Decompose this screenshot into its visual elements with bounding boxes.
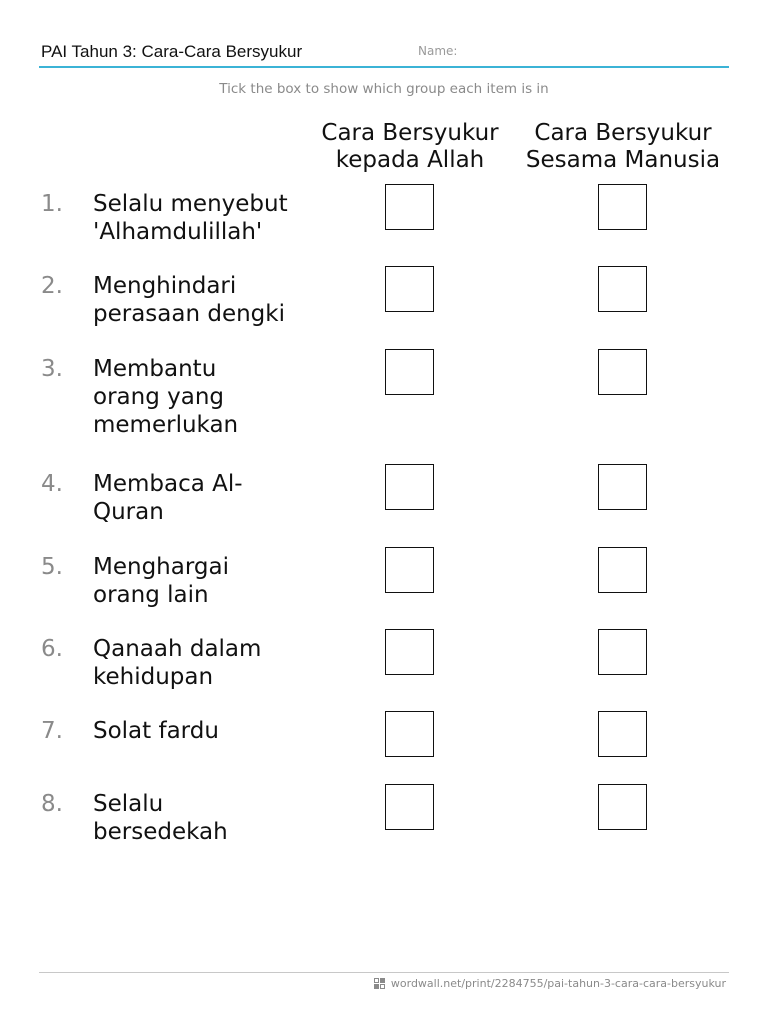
item-number: 1. <box>41 191 63 217</box>
item-label-line: Selalu <box>93 791 164 817</box>
column-header-line: kepada Allah <box>335 147 485 173</box>
item-label-line: kehidupan <box>93 664 214 690</box>
wordwall-logo-icon <box>374 978 386 990</box>
item-label-line: Membantu <box>93 356 217 382</box>
checkbox-allah-4[interactable] <box>385 464 434 510</box>
item-label-line: Selalu menyebut <box>93 191 288 217</box>
column-header-line: Cara Bersyukur <box>534 120 712 146</box>
checkbox-allah-7[interactable] <box>385 711 434 757</box>
item-label <box>93 272 308 328</box>
worksheet-header <box>39 38 729 68</box>
column-header-manusia <box>518 120 728 174</box>
item-label-line: orang yang <box>93 384 224 410</box>
checkbox-allah-5[interactable] <box>385 547 434 593</box>
column-header-line: Cara Bersyukur <box>321 120 499 146</box>
item-number: 5. <box>41 554 63 580</box>
item-label <box>93 635 308 691</box>
checkbox-allah-1[interactable] <box>385 184 434 230</box>
name-field-label: Name: <box>418 44 458 58</box>
footer-url[interactable]: wordwall.net/print/2284755/pai-tahun-3-cara-cara-bersyukur <box>390 977 726 990</box>
item-number: 7. <box>41 718 63 744</box>
item-label-line: orang lain <box>93 582 209 608</box>
item-label-line: memerlukan <box>93 412 239 438</box>
item-label-line: Solat fardu <box>93 718 219 744</box>
item-label <box>93 790 308 846</box>
checkbox-manusia-1[interactable] <box>598 184 647 230</box>
item-number: 2. <box>41 273 63 299</box>
checkbox-manusia-2[interactable] <box>598 266 647 312</box>
item-label <box>93 717 308 745</box>
checkbox-allah-2[interactable] <box>385 266 434 312</box>
column-header-line: Sesama Manusia <box>525 147 721 173</box>
checkbox-manusia-8[interactable] <box>598 784 647 830</box>
item-label-line: Menghindari <box>93 273 237 299</box>
item-label-line: perasaan dengki <box>93 301 285 327</box>
checkbox-manusia-3[interactable] <box>598 349 647 395</box>
checkbox-manusia-5[interactable] <box>598 547 647 593</box>
checkbox-manusia-4[interactable] <box>598 464 647 510</box>
item-label <box>93 553 308 609</box>
item-number: 4. <box>41 471 63 497</box>
item-label <box>93 190 308 246</box>
item-label-line: 'Alhamdulillah' <box>93 219 263 245</box>
column-header-allah <box>305 120 515 174</box>
item-label-line: Menghargai <box>93 554 229 580</box>
checkbox-allah-8[interactable] <box>385 784 434 830</box>
item-label-line: bersedekah <box>93 819 228 845</box>
worksheet-title: PAI Tahun 3: Cara-Cara Bersyukur <box>41 42 303 61</box>
footer <box>374 977 726 990</box>
checkbox-manusia-6[interactable] <box>598 629 647 675</box>
checkbox-manusia-7[interactable] <box>598 711 647 757</box>
footer-divider <box>39 972 729 973</box>
item-label <box>93 470 308 526</box>
checkbox-allah-3[interactable] <box>385 349 434 395</box>
item-number: 3. <box>41 356 63 382</box>
instruction-text: Tick the box to show which group each item is in <box>219 81 549 97</box>
item-label-line: Membaca Al- <box>93 471 243 497</box>
item-number: 6. <box>41 636 63 662</box>
checkbox-allah-6[interactable] <box>385 629 434 675</box>
item-number: 8. <box>41 791 63 817</box>
item-label-line: Quran <box>93 499 164 525</box>
item-label <box>93 355 308 439</box>
item-label-line: Qanaah dalam <box>93 636 262 662</box>
